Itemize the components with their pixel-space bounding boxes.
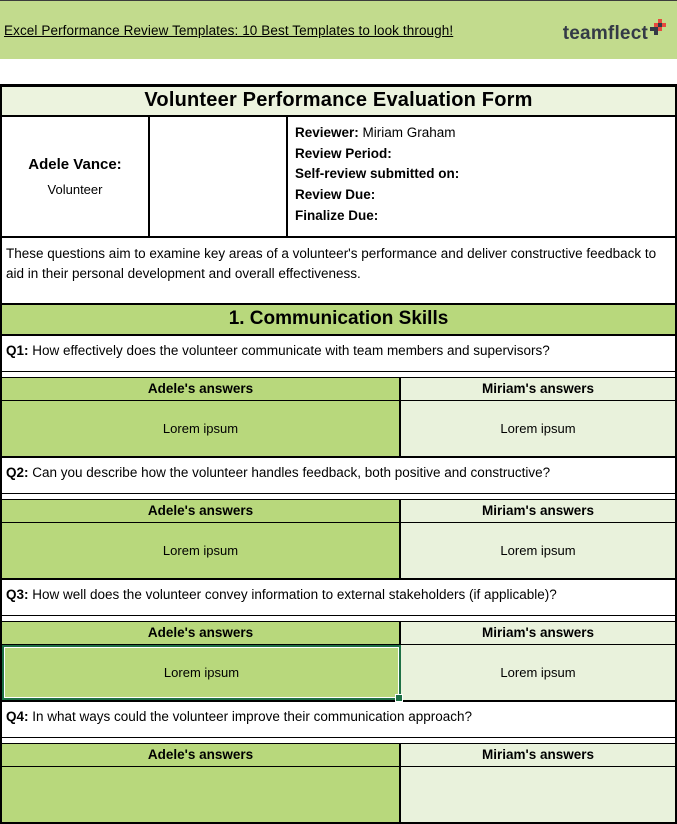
miriam-answer-cell-q4[interactable] bbox=[401, 767, 675, 822]
info-line-review-due bbox=[295, 185, 671, 206]
answer-header-row bbox=[2, 622, 675, 645]
q1-text: How effectively does the volunteer communicate with team members and supervisors? bbox=[28, 343, 550, 358]
adele-answers-header: Adele's answers bbox=[2, 622, 401, 644]
fill-handle[interactable] bbox=[395, 694, 403, 702]
answer-header-row bbox=[2, 378, 675, 401]
reviewer-value: Miriam Graham bbox=[358, 125, 456, 140]
question-text-q4 bbox=[2, 702, 675, 738]
section-header-communication-skills: 1. Communication Skills bbox=[2, 303, 675, 336]
miriam-answers-header: Miriam's answers bbox=[401, 500, 675, 522]
miriam-answer-cell-q1[interactable]: Lorem ipsum bbox=[401, 401, 675, 456]
miriam-answers-header: Miriam's answers bbox=[401, 378, 675, 400]
question-block-q2 bbox=[2, 458, 675, 580]
volunteer-cell bbox=[2, 117, 150, 236]
adele-answer-cell-q4[interactable] bbox=[2, 767, 401, 822]
answer-header-row bbox=[2, 500, 675, 523]
adele-answer-cell-q1[interactable]: Lorem ipsum bbox=[2, 401, 401, 456]
miriam-answer-cell-q2[interactable]: Lorem ipsum bbox=[401, 523, 675, 578]
reviewer-label: Reviewer: bbox=[295, 125, 359, 140]
adele-answers-header: Adele's answers bbox=[2, 378, 401, 400]
answer-table-q4 bbox=[2, 743, 675, 824]
question-text-q1 bbox=[2, 336, 675, 372]
info-line-finalize-due bbox=[295, 206, 671, 227]
answer-row bbox=[2, 523, 675, 578]
miriam-answers-header: Miriam's answers bbox=[401, 744, 675, 766]
q1-label: Q1: bbox=[6, 343, 29, 358]
intro-text: These questions aim to examine key areas of a volunteer's performance and deliver constructive feedback to aid in their personal development and overall effectiveness. bbox=[6, 246, 657, 281]
miriam-answer-cell-q3[interactable]: Lorem ipsum bbox=[401, 645, 675, 700]
question-text-q2 bbox=[2, 458, 675, 494]
q3-text: How well does the volunteer convey information to external stakeholders (if applicable)? bbox=[28, 587, 557, 602]
question-block-q4 bbox=[2, 702, 675, 824]
volunteer-name: Adele Vance: bbox=[28, 156, 122, 173]
empty-cell[interactable] bbox=[150, 117, 288, 236]
volunteer-role: Volunteer bbox=[47, 182, 103, 197]
teamflect-logo bbox=[563, 18, 667, 43]
review-period-label: Review Period: bbox=[295, 145, 392, 161]
adele-answers-header: Adele's answers bbox=[2, 500, 401, 522]
q4-label: Q4: bbox=[6, 709, 29, 724]
question-block-q3 bbox=[2, 580, 675, 702]
q2-text: Can you describe how the volunteer handles feedback, both positive and constructive? bbox=[28, 465, 551, 480]
plus-icon bbox=[649, 18, 667, 36]
q3-label: Q3: bbox=[6, 587, 29, 602]
answer-row bbox=[2, 645, 675, 700]
answer-table-q2 bbox=[2, 499, 675, 580]
answer-table-q3 bbox=[2, 621, 675, 702]
templates-link[interactable]: Excel Performance Review Templates: 10 Best Templates to look through! bbox=[4, 22, 454, 38]
adele-answer-cell-q3-selected[interactable]: Lorem ipsum bbox=[2, 645, 401, 700]
answer-row bbox=[2, 767, 675, 822]
spacer-row bbox=[0, 59, 677, 84]
adele-answer-cell-q2[interactable]: Lorem ipsum bbox=[2, 523, 401, 578]
info-table bbox=[2, 117, 675, 238]
review-info-cell bbox=[288, 117, 675, 236]
q4-text: In what ways could the volunteer improve their communication approach? bbox=[28, 709, 472, 724]
answer-table-q1 bbox=[2, 377, 675, 458]
review-due-label: Review Due: bbox=[295, 187, 376, 203]
adele-answers-header: Adele's answers bbox=[2, 744, 401, 766]
finalize-due-label: Finalize Due: bbox=[295, 207, 379, 223]
answer-row bbox=[2, 401, 675, 456]
info-line-self-review bbox=[295, 164, 671, 185]
q2-label: Q2: bbox=[6, 465, 29, 480]
question-text-q3 bbox=[2, 580, 675, 616]
info-line-review-period bbox=[295, 144, 671, 165]
form-title: Volunteer Performance Evaluation Form bbox=[2, 84, 675, 117]
miriam-answers-header: Miriam's answers bbox=[401, 622, 675, 644]
info-line-reviewer bbox=[295, 123, 671, 144]
top-banner bbox=[0, 0, 677, 59]
spreadsheet-form bbox=[0, 84, 677, 824]
teamflect-logo-text: teamflect bbox=[562, 22, 648, 44]
self-review-label: Self-review submitted on: bbox=[295, 166, 460, 182]
answer-header-row bbox=[2, 744, 675, 767]
question-block-q1 bbox=[2, 336, 675, 458]
